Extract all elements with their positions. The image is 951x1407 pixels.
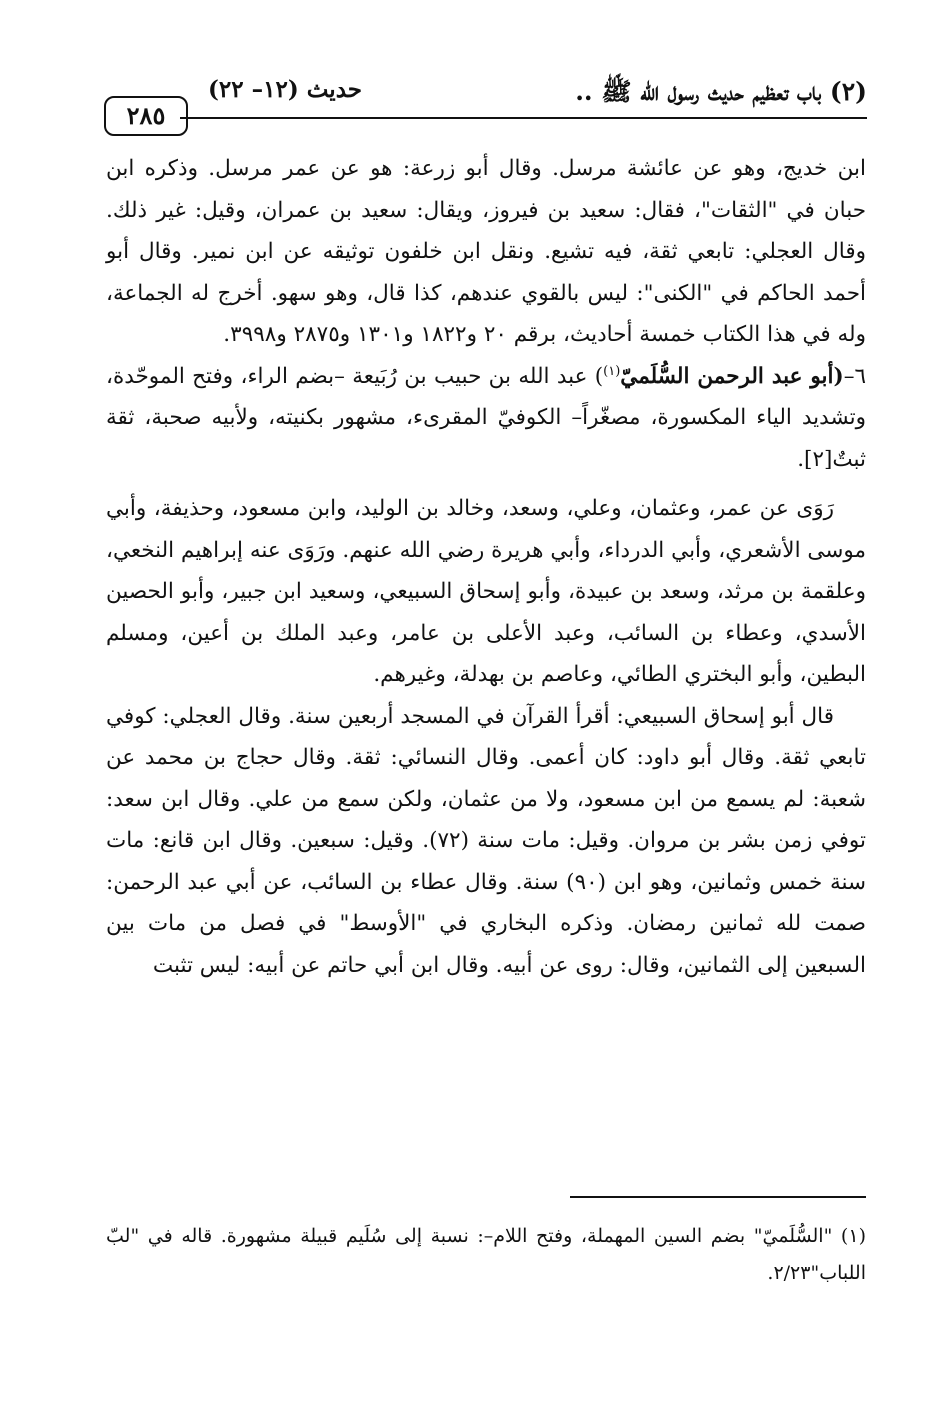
- entry-description: ) عبد الله بن حبيب بن رُبَيعة –بضم الراء، وفتح الموحّدة، وتشديد الياء المكسورة، مصغّراً– الكوفيّ المقرىء، مشهور بكنيته، ولأبيه صحبة، ثقة ثبتٌ[٢].: [106, 363, 866, 472]
- header-rule: [180, 117, 867, 119]
- main-text: [106, 148, 866, 986]
- footnote: (١) "السُّلَميّ" بضم السين المهملة، وفتح اللام–: نسبة إلى سُلَيم قبيلة مشهورة. قاله في "لبّ اللباب"٢/٢٣.: [106, 1225, 866, 1284]
- paragraph-3: رَوَى عن عمر، وعثمان، وعلي، وسعد، وخالد بن الوليد، وابن مسعود، وحذيفة، وأبي موسى الأشعري، وأبي الدرداء، وأبي هريرة رضي الله عنهم. ورَوَى عنه إبراهيم النخعي، وعلقمة بن مرثد، وسعد بن عبيدة، وأبو إسحاق السبيعي، وسعيد ابن جبير، وأبو الحصين الأسدي، وعطاء بن السائب، وعبد الأعلى بن عامر، وعبد الملك بن أعين، ومسلم البطين، وأبو البختري الطائي، وعاصم بن بهدلة، وغيرهم.: [106, 496, 866, 687]
- hadith-range: حديث (١٢– ٢٢): [207, 76, 362, 103]
- paragraph-1: ابن خديج، وهو عن عائشة مرسل. وقال أبو زرعة: هو عن عمر مرسل. وذكره ابن حبان في "الثقات"، فقال: سعيد بن فيروز، ويقال: سعيد بن عمران، وقيل: غير ذلك. وقال العجلي: تابعي ثقة، فيه تشيع. ونقل ابن خلفون توثيقه عن ابن نمير. وقال أبو أحمد الحاكم في "الكنى": ليس بالقوي عندهم، كذا قال، وهو سهو. أخرج له الجماعة، وله في هذا الكتاب خمسة أحاديث، برقم ٢٠ و١٨٢٢ و١٣٠١ و٢٨٧٥ و٣٩٩٨.: [106, 156, 866, 347]
- entry-paragraph: [106, 356, 866, 481]
- chapter-title: (٢) باب تعظيم حديث رسول الله ﷺ ..: [575, 77, 867, 106]
- entry-name: (أبو عبد الرحمن السُّلَميّ: [620, 363, 844, 389]
- paragraph-4: قال أبو إسحاق السبيعي: أقرأ القرآن في المسجد أربعين سنة. وقال العجلي: كوفي تابعي ثقة. وقال أبو داود: كان أعمى. وقال النسائي: ثقة. وقال حجاج بن محمد عن شعبة: لم يسمع من ابن مسعود، ولا من عثمان، ولكن سمع من علي. وقال ابن سعد: توفي زمن بشر بن مروان. وقيل: مات سنة (٧٢). وقيل: سبعين. وقال ابن قانع: مات سنة خمس وثمانين، وهو ابن (٩٠) سنة. وقال عطاء بن السائب، عن أبي عبد الرحمن: صمت لله ثمانين رمضان. وذكره البخاري في "الأوسط" في فصل من مات بين السبعين إلى الثمانين، وقال: روى عن أبيه. وقال ابن أبي حاتم عن أبيه: ليس تثبت: [106, 703, 867, 978]
- page-number: ٢٨٥: [104, 96, 188, 136]
- footnote-ref: (١): [603, 363, 621, 379]
- entry-number: ٦–: [843, 363, 866, 389]
- footnote-rule: [570, 1196, 866, 1198]
